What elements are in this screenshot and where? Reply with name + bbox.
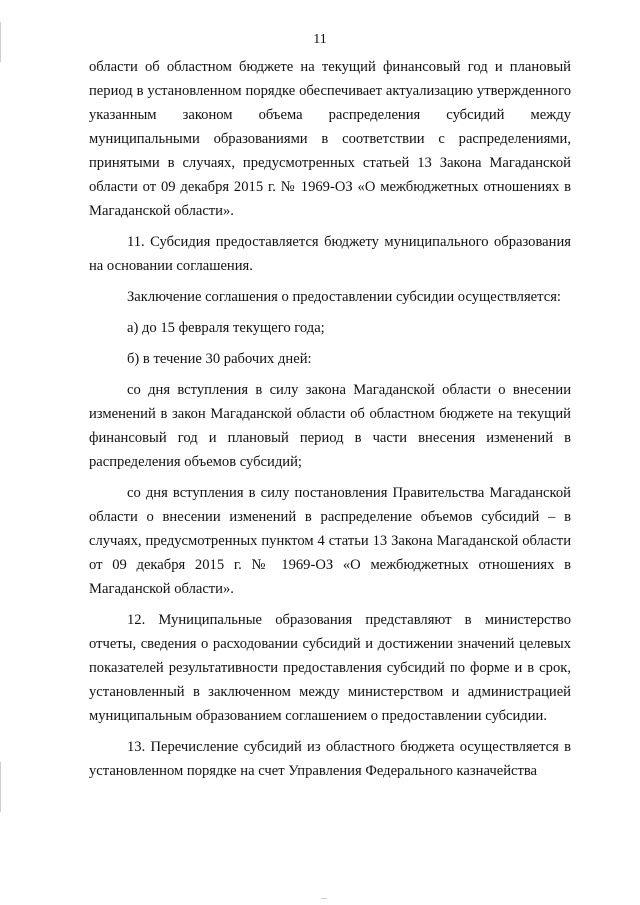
paragraph-item-13: 13. Перечисление субсидий из областного бюджета осуществляется в установленном порядке на счет Управления Федерального казначейства bbox=[89, 739, 571, 779]
paragraph-item-11: 11. Субсидия предоставляется бюджету муниципального образования на основании соглашения. bbox=[89, 234, 571, 274]
paragraph-subitem-b: б) в течение 30 рабочих дней: bbox=[127, 351, 312, 367]
paragraph-continuation: области об областном бюджете на текущий финансовый год и плановый период в установленном порядке обеспечивает актуализацию утвержденного указанным законом объема распределения субсидий между муниципальными образованиями в соответствии с распределениями, принятыми в случаях, предусмотренных статьей 13 Закона Магаданской области от 09 декабря 2015 г. № 1969-ОЗ «О межбюджетных отношениях в Магаданской области». bbox=[89, 59, 571, 219]
paragraph-subitem-a: а) до 15 февраля текущего года; bbox=[127, 320, 325, 336]
scan-edge-mark-bottom bbox=[0, 762, 1, 812]
paragraph-item-12: 12. Муниципальные образования представляют в министерство отчеты, сведения о расходовании субсидий и достижении значений целевых показателей результативности предоставления субсидий по форме и в срок, установленный в заключенном между министерством и администрацией муниципальным образованием соглашением о предоставлении субсидии. bbox=[89, 612, 571, 724]
page-number: 11 bbox=[313, 32, 327, 47]
paragraph-law-entry-into-force: со дня вступления в силу закона Магаданской области о внесении изменений в закон Магаданской области об областном бюджете на текущий финансовый год и плановый период в части внесения изменений в распределения объемов субсидий; bbox=[89, 382, 571, 470]
paragraph-agreement-conclusion: Заключение соглашения о предоставлении субсидии осуществляется: bbox=[127, 289, 561, 305]
paragraph-resolution-entry-into-force: со дня вступления в силу постановления Правительства Магаданской области о внесении изменений в распределение объемов субсидий – в случаях, предусмотренных пунктом 4 статьи 13 Закона Магаданской области от 09 декабря 2015 г. № 1969-ОЗ «О межбюджетных отношениях в Магаданской области». bbox=[89, 485, 571, 597]
document-body bbox=[89, 55, 571, 790]
scan-speck-bottom bbox=[321, 898, 327, 899]
